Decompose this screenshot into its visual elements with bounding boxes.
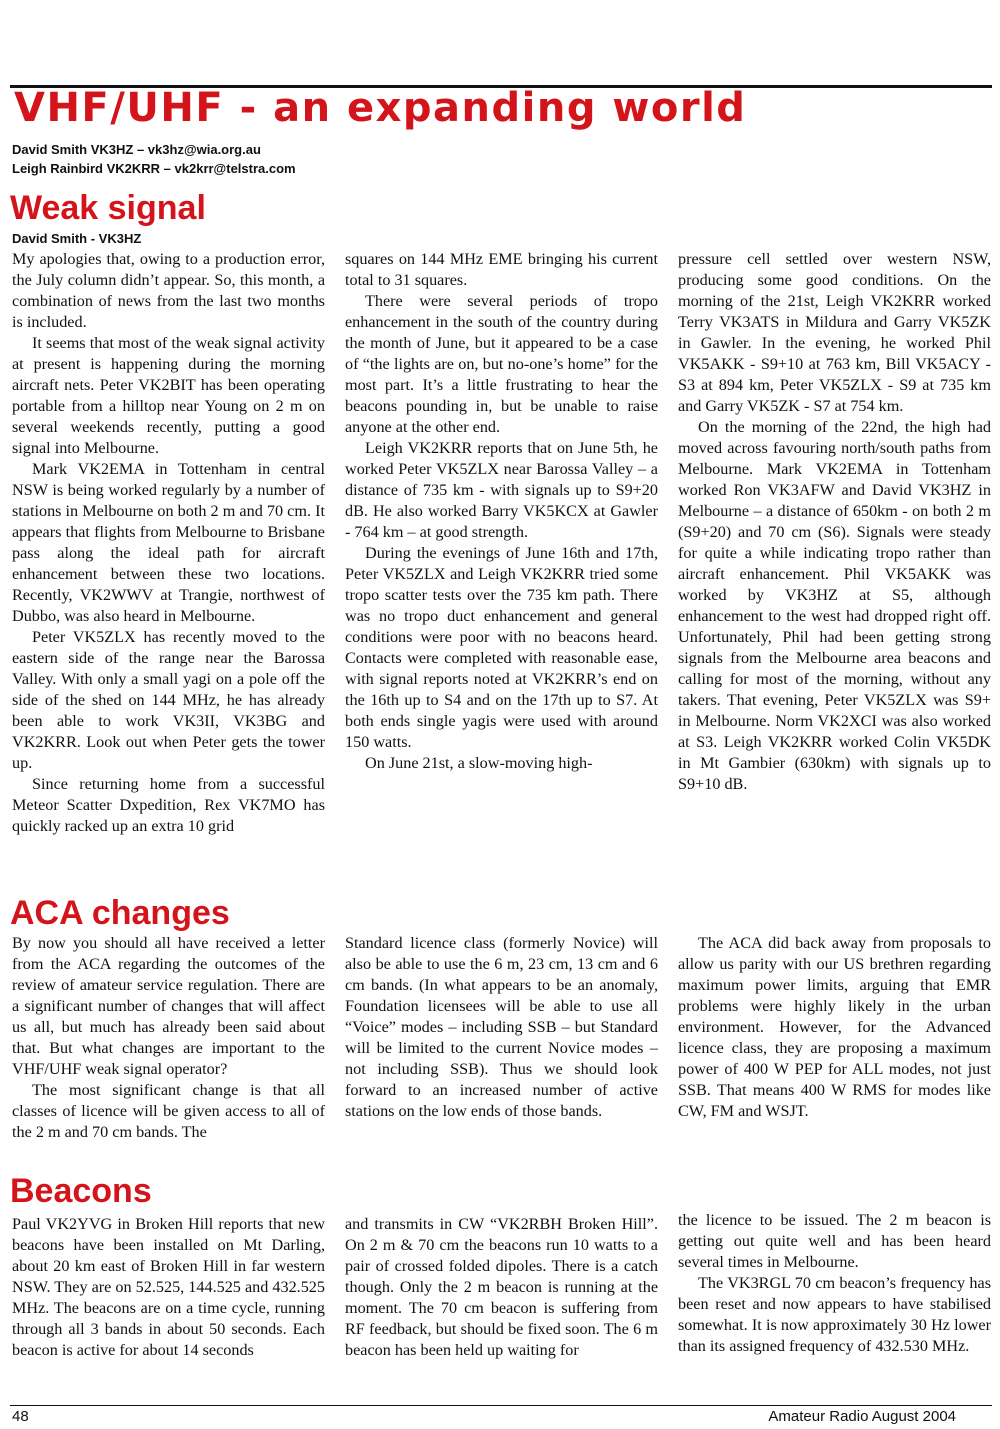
aca-column-3 [678,933,991,1122]
paragraph: Standard licence class (formerly Novice) will also be able to use the 6 m, 23 cm, 13 cm and 6 cm bands. (In what appears to be an anomaly, Foundation licensees will be able to use all “Voice” modes – including SSB – but Standard will be limited to the current Novice modes – not including SSB). Thus we should look forward to an increased number of active stations on the low ends of those bands. [345,934,658,1120]
weak-signal-column-3 [678,249,991,795]
author-line: David Smith VK3HZ – vk3hz@wia.org.au [12,142,261,157]
publication-name: Amateur Radio August 2004 [768,1408,956,1425]
paragraph: By now you should all have received a letter from the ACA regarding the outcomes of the review of amateur service regulation. There are a significant number of changes that will affect us all, but much has already been said about that. But what changes are important to the VHF/UHF weak signal operator? [12,934,325,1078]
footer-rule [10,1405,992,1406]
paragraph: Peter VK5ZLX has recently moved to the eastern side of the range near the Barossa Valley. With only a small yagi on a pole off the side of the shed on 144 MHz, he has already been able to work VK3II, VK3BG and VK2KRR. Look out when Peter gets the tower up. [12,628,325,772]
section-byline: David Smith - VK3HZ [12,231,142,246]
paragraph: The most significant change is that all classes of licence will be given access to all of the 2 m and 70 cm bands. The [12,1081,325,1141]
paragraph: Since returning home from a successful Meteor Scatter Dxpedition, Rex VK7MO has quickly racked up an extra 10 grid [12,775,325,835]
paragraph: On June 21st, a slow-moving high- [365,754,593,772]
paragraph: On the morning of the 22nd, the high had moved across favouring north/south paths from Melbourne. Mark VK2EMA in Tottenham worked Ron VK3AFW and David VK3HZ in Melbourne – a distance of 650km - on both 2 m (S9+20) and 70 cm (S6). Signals were steady for quite a while indicating tropo rather than aircraft enhancement. Phil VK5AKK was worked by VK3HZ at S5, although enhancement to the west had dropped right off. Unfortunately, Phil had been getting strong signals from the Melbourne area beacons and calling for most of the morning, without any takers. That evening, Peter VK5ZLX was S9+ in Melbourne. Norm VK2XCI was also worked at S3. Leigh VK2KRR worked Colin VK5DK in Mt Gambier (630km) with signals up to S9+10 dB. [678,418,991,793]
paragraph: During the evenings of June 16th and 17th, Peter VK5ZLX and Leigh VK2KRR tried some tropo scatter tests over the 735 km path. There was no tropo duct enhancement and general conditions were poor with no beacons heard. Contacts were completed with reasonable ease, with signal reports noted at VK2KRR’s end on the 16th up to S4 and on the 17th up to S7. At both ends single yagis were used with around 150 watts. [345,544,658,751]
section-title-aca-changes: ACA changes [10,894,230,932]
author-credits [12,140,296,178]
section-title-beacons: Beacons [10,1172,152,1210]
column-title: VHF/UHF - an expanding world [14,85,747,131]
section-title-weak-signal: Weak signal [10,189,206,227]
paragraph: Paul VK2YVG in Broken Hill reports that new beacons have been installed on Mt Darling, about 20 km east of Broken Hill in far western NSW. They are on 52.525, 144.525 and 432.525 MHz. The beacons are on a time cycle, running through all 3 bands in about 50 seconds. Each beacon is active for about 14 seconds [12,1215,325,1359]
beacons-column-2 [345,1214,658,1361]
paragraph: There were several periods of tropo enhancement in the south of the country during the month of June, but it appeared to be a case of “the lights are on, but no-one’s home” for the most part. It’s a little frustrating to hear the beacons pounding in, but be unable to raise anyone at the other end. [345,292,658,436]
paragraph: the licence to be issued. The 2 m beacon is getting out quite well and has been heard several times in Melbourne. [678,1211,991,1271]
paragraph: The ACA did back away from proposals to allow us parity with our US brethren regarding maximum power limits, arguing that EMR problems were highly likely in the urban environment. However, for the Advanced licence class, they are proposing a maximum power of 400 W PEP for ALL modes, not just SSB. That means 400 W RMS for modes like CW, FM and WSJT. [678,934,991,1120]
paragraph: squares on 144 MHz EME bringing his current total to 31 squares. [345,250,658,289]
aca-column-2 [345,933,658,1122]
weak-signal-column-2 [345,249,658,774]
paragraph: and transmits in CW “VK2RBH Broken Hill”. On 2 m & 70 cm the beacons run 10 watts to a pair of crossed folded dipoles. There is a catch though. Only the 2 m beacon is running at the moment. The 70 cm beacon is suffering from RF feedback, but should be fixed soon. The 6 m beacon has been held up waiting for [345,1215,658,1359]
author-line: Leigh Rainbird VK2KRR – vk2krr@telstra.com [12,161,296,176]
paragraph: The VK3RGL 70 cm beacon’s frequency has been reset and now appears to have stabilised somewhat. It is now approximately 30 Hz lower than its assigned frequency of 432.530 MHz. [678,1274,991,1355]
paragraph: My apologies that, owing to a production error, the July column didn’t appear. So, this month, a combination of news from the last two months is included. [12,250,325,331]
paragraph: Leigh VK2KRR reports that on June 5th, he worked Peter VK5ZLX near Barossa Valley – a distance of 735 km - with signals up to S9+20 dB. He also worked Barry VK5KCX at Gawler - 764 km – at good strength. [345,439,658,541]
weak-signal-column-1 [12,249,325,837]
page-number: 48 [12,1408,29,1425]
beacons-column-1 [12,1214,325,1361]
beacons-column-3 [678,1210,991,1357]
paragraph: It seems that most of the weak signal activity at present is happening during the morning aircraft nets. Peter VK2BIT has been operating portable from a hilltop near Young on 2 m on several weekends recently, putting a good signal into Melbourne. [12,334,325,457]
paragraph: Mark VK2EMA in Tottenham in central NSW is being worked regularly by a number of stations in Melbourne on both 2 m and 70 cm. It appears that flights from Melbourne to Brisbane pass along the ideal path for aircraft enhancement between these two locations. Recently, VK2WWV at Trangie, northwest of Dubbo, was also heard in Melbourne. [12,460,325,625]
paragraph: pressure cell settled over western NSW, producing some good conditions. On the morning of the 21st, Leigh VK2KRR worked Terry VK3ATS in Mildura and Garry VK5ZK in Gawler. In the evening, he worked Phil VK5AKK - S9+10 at 763 km, Bill VK5ACY - S3 at 894 km, Peter VK5ZLX - S9 at 735 km and Garry VK5ZK - S7 at 754 km. [678,250,991,415]
aca-column-1 [12,933,325,1143]
